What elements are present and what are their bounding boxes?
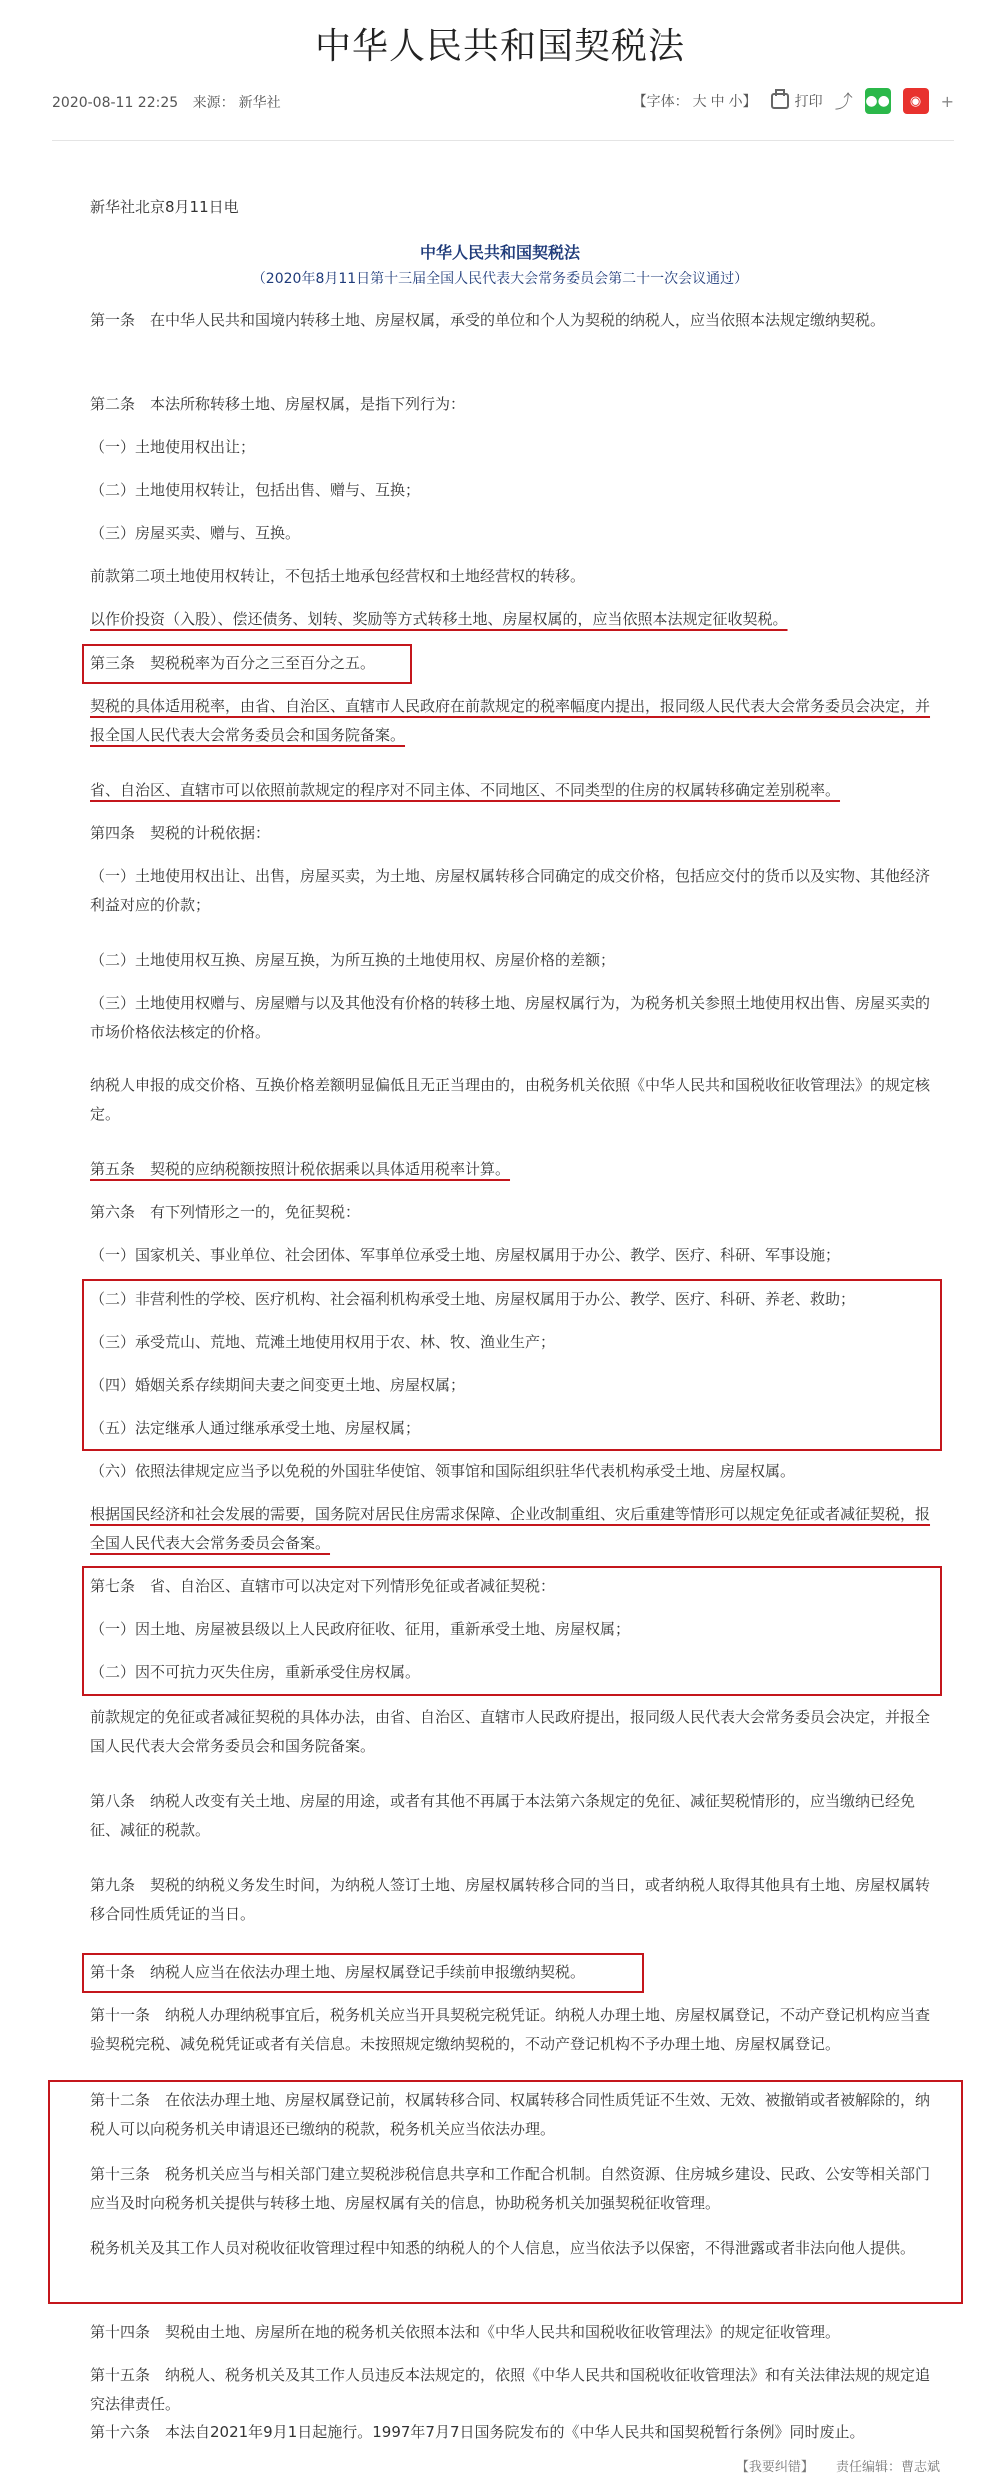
- paragraph-note: 前款第二项土地使用权转让，不包括土地承包经营权和土地经营权的转移。: [90, 567, 586, 585]
- editor-credit: 责任编辑：曹志斌: [835, 2460, 940, 2475]
- paragraph-item: （一）国家机关、事业单位、社会团体、军事单位承受土地、房屋权属用于办公、教学、医疗、科研、军事设施；: [90, 1246, 841, 1264]
- paragraph-underlined: [90, 776, 940, 805]
- law-subtitle: （2020年8月11日第十三届全国人民代表大会常务委员会第二十一次会议通过）: [251, 271, 749, 287]
- paragraph-article-16: 第十六条 本法自2021年9月1日起施行。1997年7月7日国务院发布的《中华人民共和国契税暂行条例》同时废止。: [90, 2423, 865, 2441]
- source-value: 新华社: [238, 95, 281, 111]
- paragraph-article-11: 第十一条 纳税人办理纳税事宜后，税务机关应当开具契税完税凭证。纳税人办理土地、房屋权属登记，不动产登记机构应当查验契税完税、减免税凭证或者有关信息。未按照规定缴纳契税的，不动产登记机构不予办理土地、房屋权属登记。: [90, 2006, 931, 2053]
- wechat-icon[interactable]: ●●: [865, 88, 891, 114]
- paragraph-rate: [90, 692, 940, 750]
- print-button[interactable]: [771, 91, 823, 111]
- paragraph-article-13: 第十三条 税务机关应当与相关部门建立契税涉税信息共享和工作配合机制。自然资源、住房城乡建设、民政、公安等相关部门应当及时向税务机关提供与转移土地、房屋权属有关的信息，协助税务机关加强契税征收管理。: [90, 2165, 931, 2212]
- paragraph-item: （二）非营利性的学校、医疗机构、社会福利机构承受土地、房屋权属用于办公、教学、医疗、科研、养老、救助；: [90, 1290, 856, 1308]
- meta-tools: [631, 88, 954, 114]
- paragraph-item: （六）依照法律规定应当予以免税的外国驻华使馆、领事馆和国际组织驻华代表机构承受土地、房屋权属。: [90, 1462, 796, 1480]
- font-size-tools: [631, 91, 759, 111]
- paragraph-item: （一）土地使用权出让；: [90, 438, 256, 456]
- header-divider: [52, 140, 954, 141]
- paragraph-article-9: 第九条 契税的纳税义务发生时间，为纳税人签订土地、房屋权属转移合同的当日，或者纳税人取得其他具有土地、房屋权属转移合同性质凭证的当日。: [90, 1876, 931, 1923]
- paragraph-article-1: 第一条 在中华人民共和国境内转移土地、房屋权属，承受的单位和个人为契税的纳税人，应当依照本法规定缴纳契税。: [90, 311, 886, 329]
- report-error-link[interactable]: 【我要纠错】: [735, 2460, 814, 2475]
- paragraph-item: （二）因不可抗力灭失住房，重新承受住房权属。: [90, 1663, 421, 1681]
- paragraph-article-3: 第三条 契税税率为百分之三至百分之五。: [90, 654, 376, 672]
- paragraph-item: （一）土地使用权出让、出售，房屋买卖，为土地、房屋权属转移合同确定的成交价格，包括应交付的货币以及实物、其他经济利益对应的价款；: [90, 867, 931, 914]
- paragraph-article-8: 第八条 纳税人改变有关土地、房屋的用途，或者有其他不再属于本法第六条规定的免征、减征契税情形的，应当缴纳已经免征、减征的税款。: [90, 1792, 916, 1839]
- font-medium-link[interactable]: 中: [710, 94, 725, 110]
- paragraph-article-12: 第十二条 在依法办理土地、房屋权属登记前，权属转移合同、权属转移合同性质凭证不生效、无效、被撤销或者被解除的，纳税人可以向税务机关申请退还已缴纳的税款，税务机关应当依法办理。: [90, 2091, 931, 2138]
- print-label: 打印: [794, 94, 823, 110]
- underlined-text: 第五条 契税的应纳税额按照计税依据乘以具体适用税率计算。: [90, 1160, 511, 1178]
- paragraph-article-2: 第二条 本法所称转移土地、房屋权属，是指下列行为：: [90, 395, 466, 413]
- weibo-icon[interactable]: ◉: [903, 88, 929, 114]
- dateline: 新华社北京8月11日电: [90, 198, 239, 216]
- paragraph-item: （五）法定继承人通过继承承受土地、房屋权属；: [90, 1419, 421, 1437]
- paragraph-article-7: 第七条 省、自治区、直辖市可以决定对下列情形免征或者减征契税：: [90, 1577, 556, 1595]
- paragraph-article-15: 第十五条 纳税人、税务机关及其工作人员违反本法规定的，依照《中华人民共和国税收征收管理法》和有关法律法规的规定追究法律责任。: [90, 2366, 931, 2413]
- paragraph-underlined: [90, 605, 940, 634]
- paragraph-privacy: 税务机关及其工作人员对税收征收管理过程中知悉的纳税人的个人信息，应当依法予以保密，不得泄露或者非法向他人提供。: [90, 2239, 916, 2257]
- paragraph-article-5: [90, 1155, 940, 1184]
- font-small-link[interactable]: 小】: [728, 94, 757, 110]
- paragraph-item: （四）婚姻关系存续期间夫妻之间变更土地、房屋权属；: [90, 1376, 466, 1394]
- underlined-text: 根据国民经济和社会发展的需要，国务院对居民住房需求保障、企业改制重组、灾后重建等情形可以规定免征或者减征契税，报全国人民代表大会常务委员会备案。: [90, 1505, 931, 1552]
- share-icon[interactable]: ⤴: [834, 92, 853, 113]
- paragraph-item: （二）土地使用权互换、房屋互换，为所互换的土地使用权、房屋价格的差额；: [90, 951, 616, 969]
- underlined-text: 省、自治区、直辖市可以依照前款规定的程序对不同主体、不同地区、不同类型的住房的权属转移确定差别税率。: [90, 781, 841, 799]
- paragraph-article-10: 第十条 纳税人应当在依法办理土地、房屋权属登记手续前申报缴纳契税。: [90, 1963, 586, 1981]
- paragraph-article-4: 第四条 契税的计税依据：: [90, 824, 271, 842]
- paragraph-article-14: 第十四条 契税由土地、房屋所在地的税务机关依照本法和《中华人民共和国税收征收管理法》的规定征收管理。: [90, 2323, 841, 2341]
- paragraph-item: （一）因土地、房屋被县级以上人民政府征收、征用，重新承受土地、房屋权属；: [90, 1620, 631, 1638]
- font-large-link[interactable]: 大: [692, 94, 707, 110]
- law-title: 中华人民共和国契税法: [419, 243, 580, 262]
- paragraph-item: （三）土地使用权赠与、房屋赠与以及其他没有价格的转移土地、房屋权属行为，为税务机关参照土地使用权出售、房屋买卖的市场价格依法核定的价格。: [90, 994, 931, 1041]
- article-footer: [718, 2456, 940, 2475]
- paragraph-item: （二）土地使用权转让，包括出售、赠与、互换；: [90, 481, 421, 499]
- paragraph-rate-text: 契税的具体适用税率，由省、自治区、直辖市人民政府在前款规定的税率幅度内提出，报同级人民代表大会常务委员会决定，并报全国人民代表大会常务委员会和国务院备案。: [90, 697, 931, 744]
- page-title: 中华人民共和国契税法: [314, 26, 685, 67]
- paragraph-note: 纳税人申报的成交价格、互换价格差额明显偏低且无正当理由的，由税务机关依照《中华人民共和国税收征收管理法》的规定核定。: [90, 1076, 931, 1123]
- printer-icon: [771, 93, 789, 109]
- more-share-button[interactable]: +: [940, 91, 954, 111]
- meta-bar: [52, 92, 954, 122]
- paragraph-note: 前款规定的免征或者减征契税的具体办法，由省、自治区、直辖市人民政府提出，报同级人民代表大会常务委员会决定，并报全国人民代表大会常务委员会和国务院备案。: [90, 1708, 931, 1755]
- underlined-text: 以作价投资（入股）、偿还债务、划转、奖励等方式转移土地、房屋权属的，应当依照本法规定征收契税。: [90, 610, 788, 628]
- paragraph-item: （三）房屋买卖、赠与、互换。: [90, 524, 301, 542]
- paragraph-item: （三）承受荒山、荒地、荒滩土地使用权用于农、林、牧、渔业生产；: [90, 1333, 556, 1351]
- paragraph-article-6: 第六条 有下列情形之一的，免征契税：: [90, 1203, 361, 1221]
- font-size-label: 【字体：: [632, 94, 689, 110]
- paragraph-underlined: [90, 1500, 940, 1558]
- publish-date: 2020-08-11 22:25: [52, 95, 179, 111]
- source-label: 来源：: [192, 95, 235, 111]
